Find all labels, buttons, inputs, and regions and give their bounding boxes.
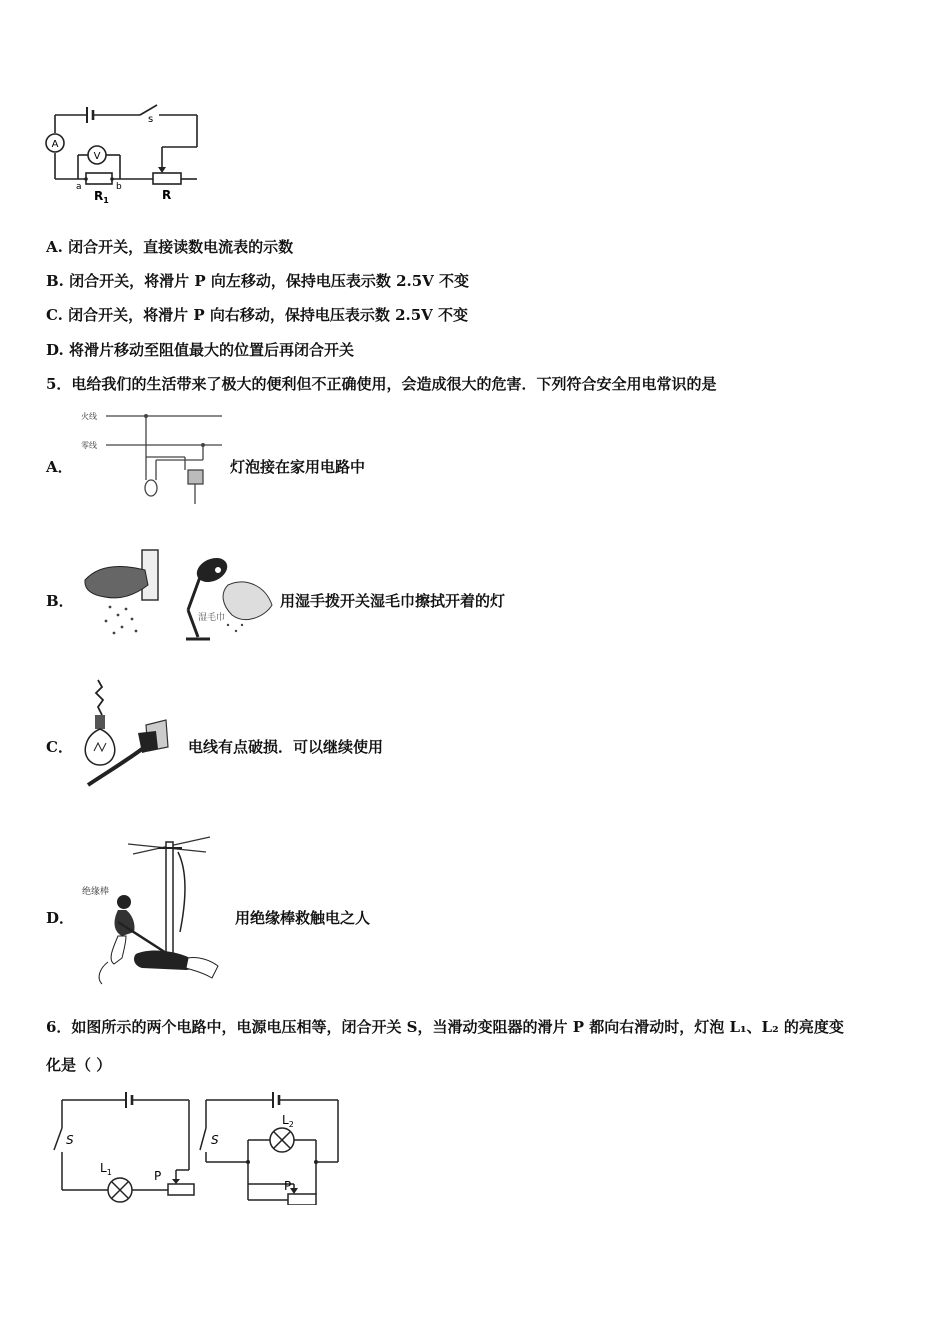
ammeter-label: A bbox=[51, 139, 59, 150]
q4-option-a[interactable] bbox=[46, 236, 293, 257]
q5-option-c-label[interactable]: C． bbox=[46, 738, 73, 756]
q5-option-a-label[interactable]: A． bbox=[46, 458, 73, 476]
q5-d-rescue-figure bbox=[78, 832, 228, 992]
q6-lamp-2-label: $L_2$ bbox=[282, 1113, 294, 1129]
option-label: C. bbox=[46, 306, 63, 324]
q5-a-wiring-figure bbox=[78, 404, 228, 509]
q6-slider-2-label: P bbox=[284, 1179, 292, 1193]
insulating-rod-label: 绝缘棒 bbox=[82, 887, 110, 897]
point-b-label: b bbox=[116, 182, 122, 192]
r-label: R bbox=[162, 188, 172, 202]
q6-stem-line1: 6．如图所示的两个电路中，电源电压相等，闭合开关 S，当滑动变阻器的滑片 P 都向右滑动时，灯泡 L₁、L₂ 的亮度变 bbox=[46, 1018, 844, 1036]
option-label: A. bbox=[46, 238, 63, 256]
q5-option-d-label[interactable]: D． bbox=[46, 909, 75, 927]
r1-label: $R_1$ bbox=[94, 189, 109, 205]
q5-option-b-text: 用湿手拨开关湿毛巾擦拭开着的灯 bbox=[280, 592, 506, 610]
q5-stem: 5．电给我们的生活带来了极大的便利但不正确使用，会造成很大的危害．下列符合安全用电常识的是 bbox=[46, 375, 717, 393]
q4-option-d[interactable] bbox=[46, 339, 354, 360]
q6-stem-line2: 化是（ ） bbox=[46, 1056, 112, 1074]
q4-option-c[interactable] bbox=[46, 304, 468, 325]
q5-option-d-text: 用绝缘棒救触电之人 bbox=[235, 909, 371, 927]
q4-option-b[interactable] bbox=[46, 270, 469, 291]
switch-label: s bbox=[148, 114, 154, 125]
q5-option-a-text: 灯泡接在家用电路中 bbox=[230, 458, 366, 476]
live-wire-label: 火线 bbox=[81, 412, 97, 421]
wet-towel-label: 湿毛巾 bbox=[198, 613, 226, 623]
q6-circuit-diagrams bbox=[48, 1080, 348, 1205]
q5-option-c-text: 电线有点破损．可以继续使用 bbox=[188, 738, 384, 756]
q4-circuit-diagram bbox=[40, 95, 215, 210]
q6-lamp-1-label: $L_1$ bbox=[100, 1161, 112, 1177]
option-text: 闭合开关，将滑片 P 向左移动，保持电压表示数 2.5V 不变 bbox=[69, 272, 470, 290]
option-text: 将滑片移动至阻值最大的位置后再闭合开关 bbox=[68, 341, 354, 359]
option-label: B. bbox=[46, 272, 64, 290]
option-text: 闭合开关，直接读数电流表的示数 bbox=[68, 238, 294, 256]
q6-switch-2-label: S bbox=[211, 1133, 219, 1147]
q6-slider-1-label: P bbox=[154, 1169, 162, 1183]
q5-option-b-label[interactable]: B． bbox=[46, 592, 74, 610]
voltmeter-label: V bbox=[93, 151, 101, 162]
neutral-wire-label: 零线 bbox=[81, 441, 97, 450]
q5-c-damaged-wire-figure bbox=[76, 675, 181, 795]
point-a-label: a bbox=[76, 182, 82, 192]
option-text: 闭合开关，将滑片 P 向右移动，保持电压表示数 2.5V 不变 bbox=[68, 306, 469, 324]
q6-switch-1-label: S bbox=[66, 1133, 74, 1147]
option-label: D. bbox=[46, 341, 64, 359]
q5-b-wet-hands-figure bbox=[80, 545, 280, 645]
